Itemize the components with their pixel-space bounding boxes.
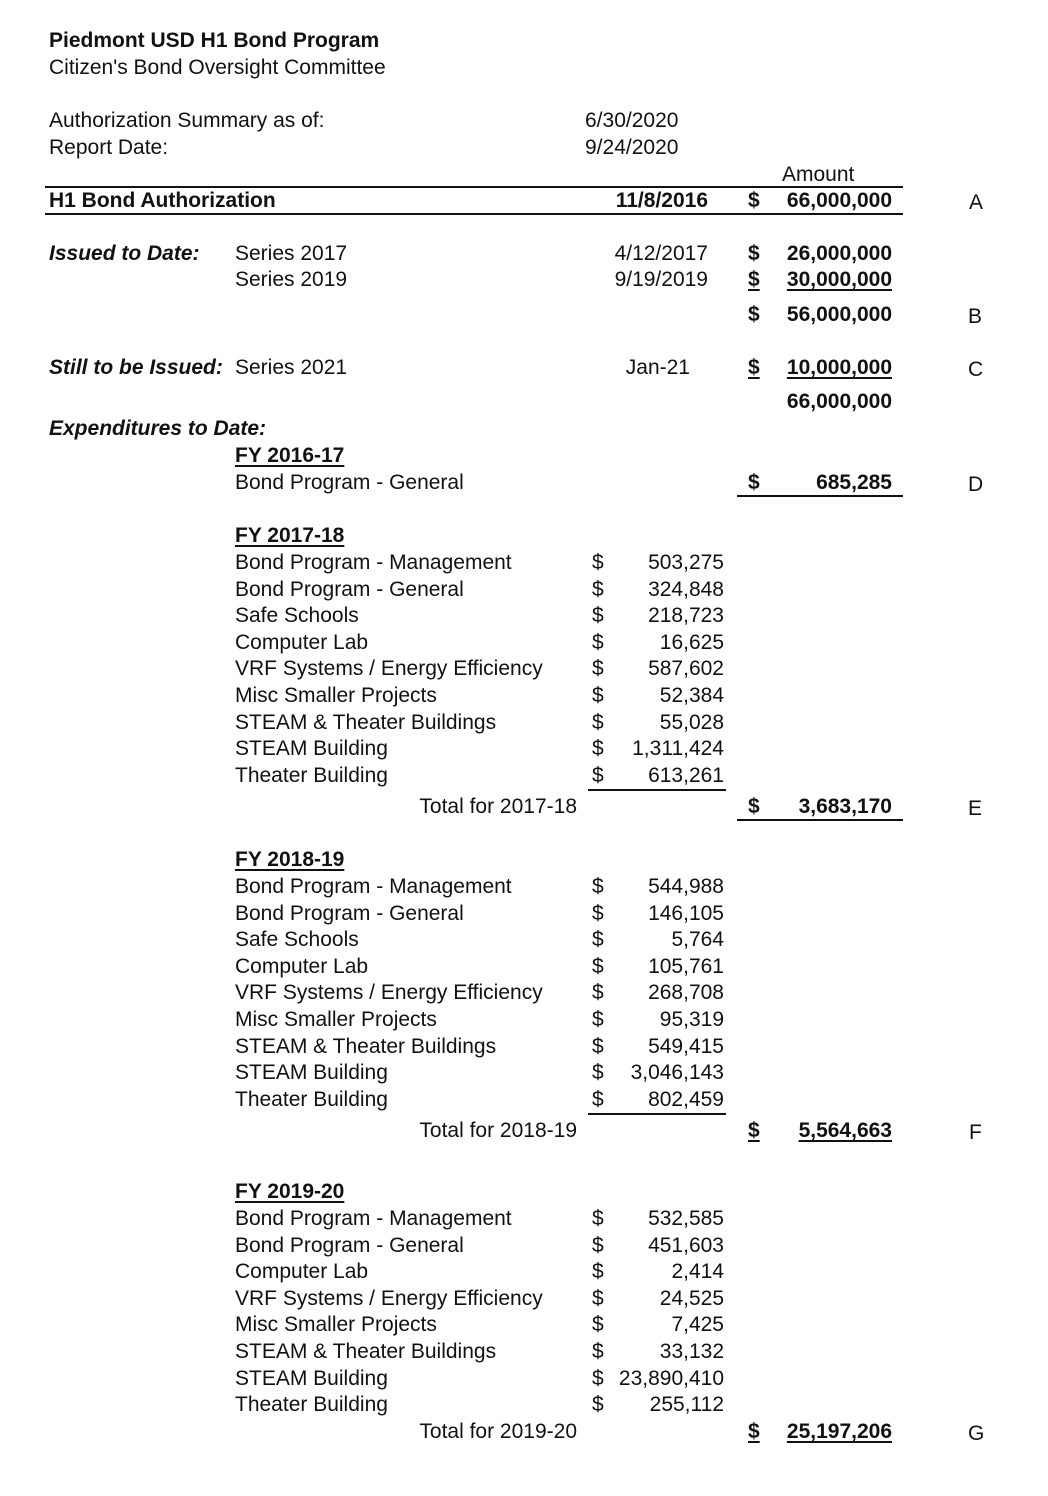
expense-item-amount: 544,988 xyxy=(648,875,724,898)
expense-item-name: STEAM Building xyxy=(235,1366,388,1390)
expense-item-amount: 2,414 xyxy=(671,1260,724,1284)
expense-item-amount: 24,525 xyxy=(659,1286,724,1310)
expense-item-amount: 503,275 xyxy=(648,551,724,574)
series-2021-name: Series 2021 xyxy=(235,356,348,379)
fy1718-total: 3,683,170 xyxy=(798,795,892,818)
expense-item-amount: 23,890,410 xyxy=(618,1366,724,1390)
expense-item-amount: 52,384 xyxy=(659,684,724,707)
issued-label: Issued to Date: xyxy=(49,242,200,265)
expense-item-name: STEAM & Theater Buildings xyxy=(235,710,497,734)
expense-item-name: Bond Program - Management xyxy=(235,875,512,898)
expense-item-amount: 146,105 xyxy=(648,901,724,925)
expense-item-currency: $ xyxy=(592,577,604,601)
ref-d: D xyxy=(968,473,984,496)
expense-item-currency: $ xyxy=(592,901,604,925)
expense-item-currency: $ xyxy=(592,875,604,898)
expense-item-amount: 105,761 xyxy=(648,954,724,978)
expense-item-amount: 3,046,143 xyxy=(630,1061,724,1085)
authorization-date: 11/8/2016 xyxy=(615,189,708,212)
report-subtitle: Citizen's Bond Oversight Committee xyxy=(49,56,386,79)
expense-item-amount: 16,625 xyxy=(659,630,724,654)
summary-date: 6/30/2020 xyxy=(585,109,679,132)
summary-label: Authorization Summary as of: xyxy=(49,109,325,132)
expense-item-amount: 5,764 xyxy=(671,928,724,952)
expense-item-amount: 451,603 xyxy=(648,1233,724,1257)
expense-item-name: Bond Program - General xyxy=(235,577,464,601)
expense-item-currency: $ xyxy=(592,954,604,978)
expense-item-name: Bond Program - General xyxy=(235,901,464,925)
expense-item-name: Computer Lab xyxy=(235,1260,369,1284)
ref-g: G xyxy=(968,1422,985,1445)
expense-item-currency: $ xyxy=(592,763,604,787)
expense-item-name: STEAM Building xyxy=(235,737,388,761)
expense-item-currency: $ xyxy=(592,1340,604,1363)
expense-item-name: Theater Building xyxy=(235,1393,388,1417)
expense-item-name: VRF Systems / Energy Efficiency xyxy=(235,981,543,1005)
fy1819-title: FY 2018-19 xyxy=(235,848,345,871)
expense-item-name: Theater Building xyxy=(235,1087,388,1111)
fy1718-underline xyxy=(737,819,903,821)
series-2017-name: Series 2017 xyxy=(235,242,348,265)
ref-e: E xyxy=(968,797,983,820)
series-2021-currency: $ xyxy=(748,356,760,379)
expense-item-name: VRF Systems / Energy Efficiency xyxy=(235,657,543,681)
amount-header: Amount xyxy=(782,163,855,186)
expense-item-name: STEAM & Theater Buildings xyxy=(235,1340,497,1363)
expense-item-currency: $ xyxy=(592,1008,604,1031)
expense-item-name: Safe Schools xyxy=(235,928,359,952)
expense-item-currency: $ xyxy=(592,1286,604,1310)
series-2021-date: Jan-21 xyxy=(625,356,690,379)
expense-item-amount: 532,585 xyxy=(648,1207,724,1230)
expense-item-amount: 324,848 xyxy=(648,577,724,601)
expense-item-currency: $ xyxy=(592,710,604,734)
fy1617-underline xyxy=(737,495,903,497)
fy1718-title: FY 2017-18 xyxy=(235,524,345,547)
expense-item-amount: 218,723 xyxy=(648,604,724,628)
divider-top xyxy=(45,186,903,188)
expense-item-currency: $ xyxy=(592,1207,604,1230)
expense-item-currency: $ xyxy=(592,1034,604,1058)
ref-b: B xyxy=(968,305,983,328)
report-date: 9/24/2020 xyxy=(585,136,679,159)
expense-item-name: Bond Program - Management xyxy=(235,551,512,574)
fy1920-title: FY 2019-20 xyxy=(235,1180,345,1203)
divider-bottom xyxy=(45,213,903,215)
still-to-issue-label: Still to be Issued: xyxy=(49,356,223,379)
expense-item-currency: $ xyxy=(592,1260,604,1284)
fy1718-subtotal-line xyxy=(588,789,726,791)
series-2019-date: 9/19/2019 xyxy=(614,268,708,291)
fy1819-currency: $ xyxy=(748,1119,760,1142)
expense-item-currency: $ xyxy=(592,981,604,1005)
series-2019-currency: $ xyxy=(748,268,760,291)
expense-item-name: VRF Systems / Energy Efficiency xyxy=(235,1286,543,1310)
fy1819-subtotal-line xyxy=(588,1113,726,1115)
expense-item-amount: 55,028 xyxy=(659,710,724,734)
expense-item-name: Computer Lab xyxy=(235,954,369,978)
fy1819-total-label: Total for 2018-19 xyxy=(419,1119,577,1142)
series-2017-currency: $ xyxy=(748,242,760,265)
expense-item-currency: $ xyxy=(592,657,604,681)
expense-item-name: Safe Schools xyxy=(235,604,359,628)
expense-item-currency: $ xyxy=(592,1366,604,1390)
expense-item-amount: 802,459 xyxy=(648,1087,724,1111)
fy1920-currency: $ xyxy=(748,1420,760,1443)
expense-item-currency: $ xyxy=(592,737,604,761)
report-title: Piedmont USD H1 Bond Program xyxy=(49,29,380,52)
expense-item-amount: 268,708 xyxy=(648,981,724,1005)
fy1617-item: Bond Program - General xyxy=(235,471,464,494)
fy1920-total-label: Total for 2019-20 xyxy=(419,1420,577,1443)
expense-item-amount: 255,112 xyxy=(649,1393,724,1417)
fy1819-total: 5,564,663 xyxy=(798,1119,892,1142)
expense-item-name: STEAM Building xyxy=(235,1061,388,1085)
authorization-label: H1 Bond Authorization xyxy=(49,189,276,212)
expense-item-currency: $ xyxy=(592,630,604,654)
ref-f: F xyxy=(969,1121,982,1144)
expense-item-currency: $ xyxy=(592,1233,604,1257)
expense-item-amount: 613,261 xyxy=(648,763,724,787)
authorization-amount: 66,000,000 xyxy=(786,189,892,212)
expense-item-name: Bond Program - Management xyxy=(235,1207,512,1230)
expense-item-currency: $ xyxy=(592,551,604,574)
expense-item-amount: 587,602 xyxy=(648,657,724,681)
series-2021-amount: 10,000,000 xyxy=(786,356,892,379)
ref-c: C xyxy=(968,358,984,381)
expense-item-amount: 7,425 xyxy=(671,1313,724,1337)
expense-item-amount: 33,132 xyxy=(659,1340,724,1363)
grand-total: 66,000,000 xyxy=(786,390,892,413)
expenditures-label: Expenditures to Date: xyxy=(49,417,267,440)
fy1718-currency: $ xyxy=(748,795,760,818)
authorization-currency: $ xyxy=(748,189,760,212)
issued-total-currency: $ xyxy=(748,303,760,326)
expense-item-currency: $ xyxy=(592,928,604,952)
expense-item-amount: 549,415 xyxy=(648,1034,724,1058)
expense-item-currency: $ xyxy=(592,604,604,628)
expense-item-amount: 95,319 xyxy=(659,1008,724,1031)
fy1617-currency: $ xyxy=(748,471,760,494)
expense-item-name: Theater Building xyxy=(235,763,388,787)
report-date-label: Report Date: xyxy=(49,136,169,159)
expense-item-name: STEAM & Theater Buildings xyxy=(235,1034,497,1058)
expense-item-name: Misc Smaller Projects xyxy=(235,684,437,707)
ref-a: A xyxy=(969,191,984,214)
expense-item-currency: $ xyxy=(592,1061,604,1085)
expense-item-currency: $ xyxy=(592,1087,604,1111)
series-2017-amount: 26,000,000 xyxy=(786,242,892,265)
fy1920-total: 25,197,206 xyxy=(786,1420,892,1443)
fy1617-total: 685,285 xyxy=(816,471,892,494)
expense-item-name: Computer Lab xyxy=(235,630,369,654)
expense-item-name: Misc Smaller Projects xyxy=(235,1008,437,1031)
fy1718-total-label: Total for 2017-18 xyxy=(419,795,577,818)
expense-item-currency: $ xyxy=(592,1313,604,1337)
expense-item-name: Bond Program - General xyxy=(235,1233,464,1257)
fy1617-title: FY 2016-17 xyxy=(235,444,345,467)
expense-item-amount: 1,311,424 xyxy=(632,737,724,761)
expense-item-currency: $ xyxy=(592,1393,604,1417)
expense-item-currency: $ xyxy=(592,684,604,707)
issued-total: 56,000,000 xyxy=(786,303,892,326)
series-2019-name: Series 2019 xyxy=(235,268,348,291)
series-2017-date: 4/12/2017 xyxy=(614,242,708,265)
expense-item-name: Misc Smaller Projects xyxy=(235,1313,437,1337)
series-2019-amount: 30,000,000 xyxy=(786,268,892,291)
